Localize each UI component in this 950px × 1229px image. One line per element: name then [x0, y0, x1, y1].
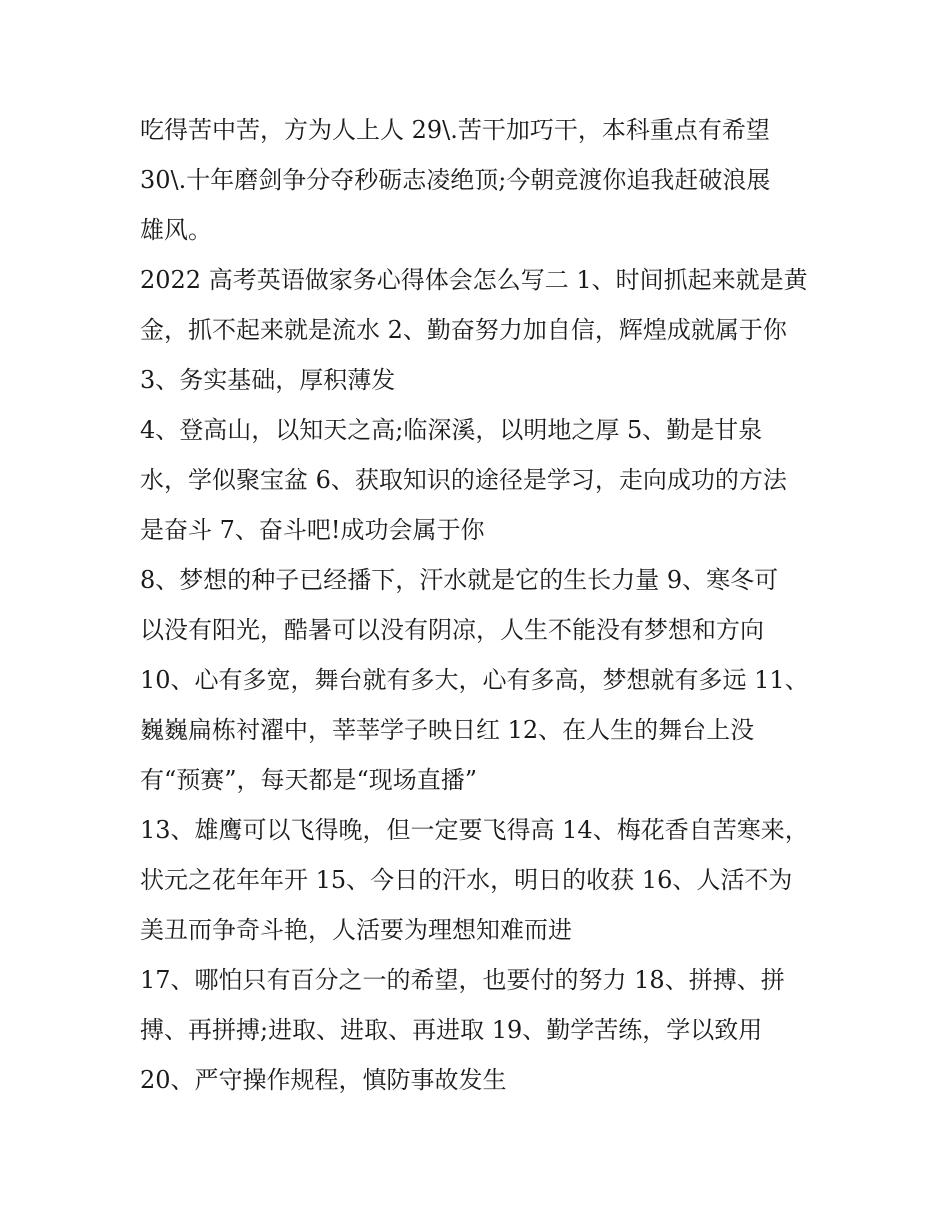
text-line: 以没有阳光，酷暑可以没有阴凉，人生不能没有梦想和方向 — [140, 616, 764, 644]
text-line: 2022 高考英语做家务心得体会怎么写二 1、时间抓起来就是黄 — [140, 266, 808, 294]
text-line: 10、心有多宽，舞台就有多大，心有多高，梦想就有多远 11、 — [140, 666, 809, 694]
text-line: 30\.十年磨剑争分夺秒砺志凌绝顶;今朝竞渡你追我赶破浪展 — [140, 166, 771, 194]
text-line: 13、雄鹰可以飞得晚，但一定要飞得高 14、梅花香自苦寒来， — [140, 816, 809, 844]
text-line: 吃得苦中苦，方为人上人 29\.苦干加巧干，本科重点有希望 — [140, 116, 770, 144]
text-line: 20、严守操作规程，慎防事故发生 — [140, 1066, 507, 1094]
text-line: 8、梦想的种子已经播下，汗水就是它的生长力量 9、寒冬可 — [140, 566, 779, 594]
text-line: 是奋斗 7、奋斗吧!成功会属于你 — [140, 516, 485, 544]
text-line: 状元之花年年开 15、今日的汗水，明日的收获 16、人活不为 — [140, 866, 793, 894]
text-line: 17、哪怕只有百分之一的希望，也要付的努力 18、拼搏、拼 — [140, 966, 785, 994]
text-line: 3、务实基础，厚积薄发 — [140, 366, 396, 394]
text-line: 金，抓不起来就是流水 2、勤奋努力加自信，辉煌成就属于你 — [140, 316, 787, 344]
text-line: 美丑而争奇斗艳，人活要为理想知难而进 — [140, 916, 572, 944]
text-line: 雄风。 — [140, 216, 212, 244]
text-line: 水，学似聚宝盆 6、获取知识的途径是学习，走向成功的方法 — [140, 466, 787, 494]
text-line: 搏、再拼搏;进取、进取、再进取 19、勤学苦练，学以致用 — [140, 1016, 763, 1044]
text-line: 巍巍扁栋衬濯中，莘莘学子映日红 12、在人生的舞台上没 — [140, 716, 755, 744]
text-line: 4、登高山，以知天之高;临深溪，以明地之厚 5、勤是甘泉 — [140, 416, 763, 444]
text-line: 有“预赛”，每天都是“现场直播” — [140, 766, 478, 794]
